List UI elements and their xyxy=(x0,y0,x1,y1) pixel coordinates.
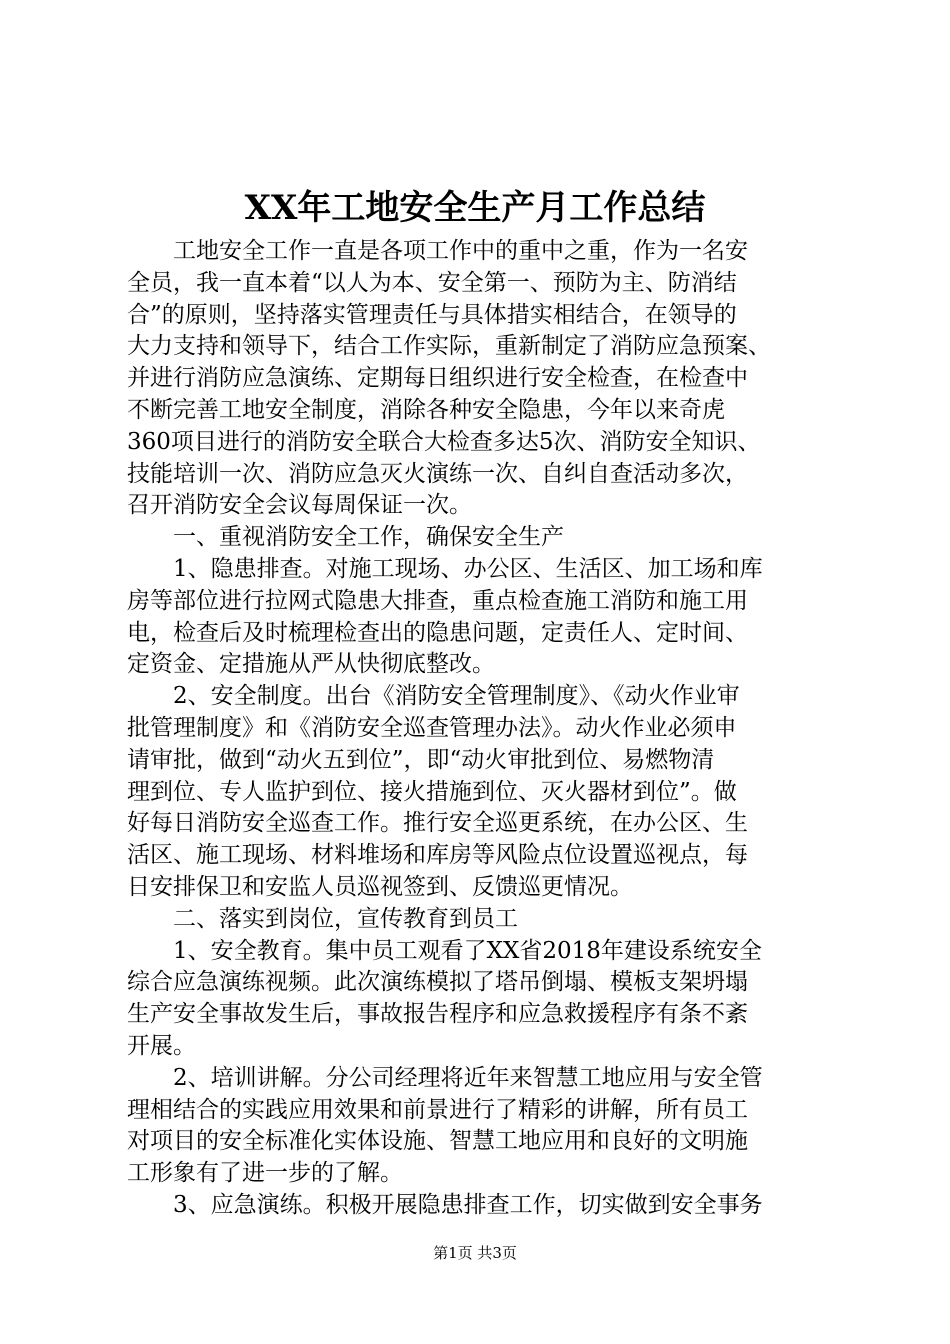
body-line: 活区、施工现场、材料堆场和库房等风险点位设置巡视点，每 xyxy=(127,842,748,869)
body-line: 并进行消防应急演练、定期每日组织进行安全检查，在检查中 xyxy=(127,365,748,392)
body-line: 召开消防安全会议每周保证一次。 xyxy=(127,492,472,519)
body-line: 理相结合的实践应用效果和前景进行了精彩的讲解，所有员工 xyxy=(127,1096,748,1123)
body-line: 不断完善工地安全制度，消除各种安全隐患，今年以来奇虎 xyxy=(127,396,725,423)
body-line: 对项目的安全标准化实体设施、智慧工地应用和良好的文明施 xyxy=(127,1128,748,1155)
page-number-footer: 第1页 共3页 xyxy=(433,1244,517,1262)
section-heading: 一、重视消防安全工作，确保安全生产 xyxy=(127,524,564,551)
body-line: 2、安全制度。出台《消防安全管理制度》、《动火作业审 xyxy=(127,683,740,710)
body-line: 合”的原则，坚持落实管理责任与具体措实相结合，在领导的 xyxy=(127,301,737,328)
body-line: 理到位、专人监护到位、接火措施到位、灭火器材到位”。做 xyxy=(127,778,737,805)
body-line: 全员，我一直本着“以人为本、安全第一、预防为主、防消结 xyxy=(127,269,737,296)
body-line: 综合应急演练视频。此次演练模拟了塔吊倒塌、模板支架坍塌 xyxy=(127,969,748,996)
document-body xyxy=(127,236,857,1222)
body-line: 工地安全工作一直是各项工作中的重中之重，作为一名安 xyxy=(127,238,748,264)
section-heading: 二、落实到岗位，宣传教育到员工 xyxy=(127,905,518,932)
body-line: 日安排保卫和安监人员巡视签到、反馈巡更情况。 xyxy=(127,873,633,900)
body-line: 技能培训一次、消防应急灭火演练一次、自纠自查活动多次， xyxy=(127,460,748,487)
body-line: 好每日消防安全巡查工作。推行安全巡更系统，在办公区、生 xyxy=(127,810,748,837)
body-line: 请审批，做到“动火五到位”，即“动火审批到位、易燃物清 xyxy=(127,746,715,773)
body-line: 房等部位进行拉网式隐患大排查，重点检查施工消防和施工用 xyxy=(127,587,748,614)
body-line: 批管理制度》和《消防安全巡查管理办法》。动火作业必须申 xyxy=(127,714,737,741)
body-line: 工形象有了进一步的了解。 xyxy=(127,1160,403,1187)
body-line: 1、安全教育。集中员工观看了XX省2018年建设系统安全 xyxy=(127,937,762,964)
body-line: 3、应急演练。积极开展隐患排查工作，切实做到安全事务 xyxy=(127,1191,763,1218)
body-line: 2、培训讲解。分公司经理将近年来智慧工地应用与安全管 xyxy=(127,1064,763,1091)
body-line: 开展。 xyxy=(127,1032,196,1059)
body-line: 大力支持和领导下，结合工作实际，重新制定了消防应急预案、 xyxy=(127,333,771,360)
body-line: 1、隐患排查。对施工现场、办公区、生活区、加工场和库 xyxy=(127,555,763,582)
document-title: XX年工地安全生产月工作总结 xyxy=(244,188,706,228)
body-line: 生产安全事故发生后，事故报告程序和应急救援程序有条不紊 xyxy=(127,1001,748,1028)
body-line: 定资金、定措施从严从快彻底整改。 xyxy=(127,651,495,678)
body-line: 360项目进行的消防安全联合大检查多达5次、消防安全知识、 xyxy=(127,428,761,455)
body-line: 电，检查后及时梳理检查出的隐患问题，定责任人、定时间、 xyxy=(127,619,748,646)
